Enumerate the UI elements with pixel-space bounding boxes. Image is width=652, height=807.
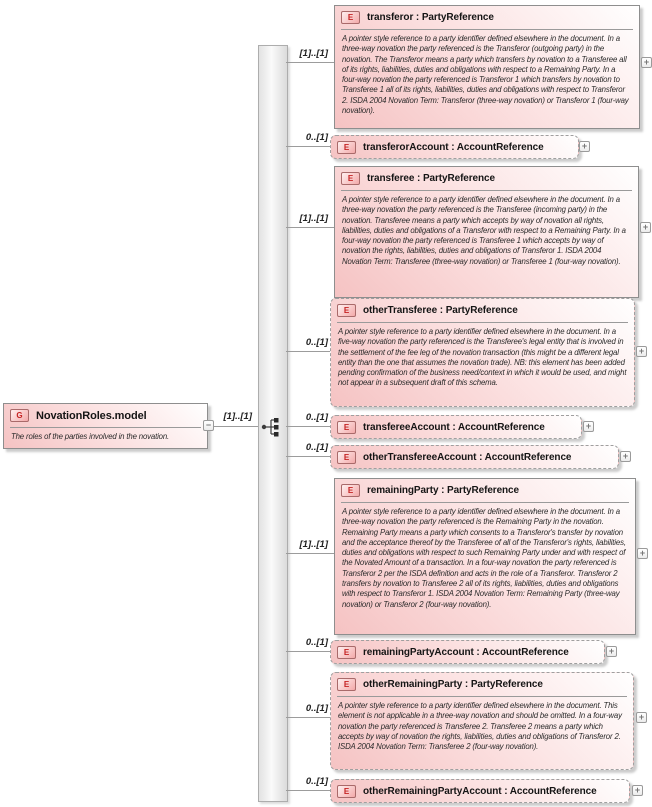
occurrence-label: 0..[1]: [305, 776, 328, 787]
expand-button[interactable]: +: [640, 222, 651, 233]
element-node-transferee[interactable]: [334, 166, 639, 298]
expand-button[interactable]: +: [632, 785, 643, 796]
occurrence-label: 0..[1]: [305, 637, 328, 648]
divider: [341, 190, 632, 191]
expand-button[interactable]: +: [579, 141, 590, 152]
element-node-transferor[interactable]: [334, 5, 640, 129]
element-icon: E: [341, 484, 360, 497]
element-header: [335, 167, 638, 188]
divider: [341, 502, 629, 503]
divider: [10, 427, 201, 428]
element-title: transferor : PartyReference: [367, 12, 494, 23]
element-title: remainingPartyAccount : AccountReference: [363, 647, 569, 658]
occurrence-label: [1]..[1]: [299, 539, 328, 550]
expand-button[interactable]: +: [636, 712, 647, 723]
expand-button[interactable]: +: [637, 548, 648, 559]
element-header: [331, 136, 578, 157]
element-node-transferoraccount[interactable]: [330, 135, 579, 159]
element-node-othertransfereeaccount[interactable]: [330, 445, 619, 469]
connector-line: [286, 227, 334, 228]
element-node-otherremainingparty[interactable]: [330, 672, 634, 770]
element-node-remainingpartyaccount[interactable]: [330, 640, 605, 664]
element-header: [331, 299, 634, 320]
sequence-icon[interactable]: [260, 416, 286, 438]
element-icon: E: [337, 304, 356, 317]
element-title: otherRemainingPartyAccount : AccountReference: [363, 786, 597, 797]
element-title: remainingParty : PartyReference: [367, 485, 519, 496]
connector-line: [286, 651, 330, 652]
group-node-header: [4, 404, 207, 425]
element-icon: E: [337, 421, 356, 434]
element-title: transferorAccount : AccountReference: [363, 142, 544, 153]
connector-line: [286, 62, 334, 63]
group-title: NovationRoles.model: [36, 409, 147, 422]
expand-button[interactable]: +: [606, 646, 617, 657]
element-icon: E: [337, 646, 356, 659]
group-node-novationroles-model[interactable]: [3, 403, 208, 449]
connector-line: [286, 717, 330, 718]
element-header: [331, 446, 618, 467]
element-node-othertransferee[interactable]: [330, 298, 635, 407]
element-node-remainingparty[interactable]: [334, 478, 636, 635]
expand-button[interactable]: +: [636, 346, 647, 357]
element-header: [331, 673, 633, 694]
connector-line: [286, 790, 330, 791]
element-icon: E: [341, 172, 360, 185]
element-node-otherremainingpartyaccount[interactable]: [330, 779, 630, 803]
occurrence-label: 0..[1]: [305, 703, 328, 714]
element-icon: E: [337, 785, 356, 798]
element-title: otherRemainingParty : PartyReference: [363, 679, 543, 690]
element-header: [335, 479, 635, 500]
connector-line: [286, 351, 330, 352]
expand-button[interactable]: +: [620, 451, 631, 462]
divider: [337, 322, 628, 323]
expand-button[interactable]: +: [641, 57, 652, 68]
connector-line: [286, 426, 330, 427]
occurrence-label: [1]..[1]: [299, 213, 328, 224]
element-icon: E: [341, 11, 360, 24]
element-annotation: A pointer style reference to a party identifier defined elsewhere in the document. In a three-way novation the party referenced is the Remaining Party in the novation. Remaining Party means a party which consents to a Transferor's transfer by novation and the acceptance thereof by the Transferee of all of the Transferor's rights, liabilities, duties and obligations with respect to such Remaining Party under and with respect of the Novated Amount of a transaction. In a four-way novation the party referenced is Transferor 2 per the ISDA definition and acts in the role of a Transferor. Transferor 2 transfers by novation to Transferee 2 all of its rights, liabilities, duties and obligations with respect to Transferor 1. ISDA 2004 Novation Term: Remaining Party (three-way novation) or Transferor 2 (four-way novation).: [342, 507, 626, 609]
element-annotation: A pointer style reference to a party identifier defined elsewhere in the document. In a three-way novation the party referenced is the Transferor (outgoing party) in the novation. The Transferor means a party which transfers by novation to a Transferee all of its rights, liabilities, duties and obligations with respect to a Remaining Party. In a four-way novation the party referenced is Transferor 1 which transfers by novation to Transferee 1 all of its rights, liabilities, duties and obligations with respect to Transferor 2. ISDA 2004 Novation Term: Transferor (three-way novation) or Transferor 1 (four-way novation).: [342, 34, 629, 116]
element-icon: E: [337, 678, 356, 691]
occurrence-label: [1]..[1]: [299, 48, 328, 59]
divider: [341, 29, 633, 30]
element-icon: E: [337, 451, 356, 464]
occurrence-label-group: [1]..[1]: [223, 411, 252, 422]
element-header: [331, 416, 581, 437]
group-annotation: The roles of the parties involved in the novation.: [11, 432, 170, 441]
element-title: transfereeAccount : AccountReference: [363, 422, 545, 433]
element-annotation: A pointer style reference to a party identifier defined elsewhere in the document. This element is not applicable in a three-way novation and should be omitted. In a four-way novation the party referenced is Transferee 2. Transferee 2 means a party which accepts by way of novation the rights, liabilities, duties and obligations of Transferor 2. ISDA 2004 Novation Term: Transferee 2 (four-way novation).: [338, 701, 622, 752]
connector-line: [286, 553, 334, 554]
expand-button[interactable]: +: [583, 421, 594, 432]
occurrence-label: 0..[1]: [305, 442, 328, 453]
element-title: otherTransferee : PartyReference: [363, 305, 518, 316]
group-icon: G: [10, 409, 29, 422]
collapse-button[interactable]: −: [203, 420, 214, 431]
element-annotation: A pointer style reference to a party identifier defined elsewhere in the document. In a three-way novation the party referenced is the Transferee (incoming party) in the novation. Transferee means a party which accepts by way of novation all rights, liabilities, duties and obligations of a Transferor with respect to a Remaining Party. In a four-way novation the party referenced is Transferee 1 which accepts by way of novation the rights, liabilities, duties and obligations of Transferor 1. ISDA 2004 Novation Term: Transferee (three-way novation) or Transferee 1 (four-way novation).: [342, 195, 626, 266]
element-icon: E: [337, 141, 356, 154]
element-header: [335, 6, 639, 27]
element-header: [331, 780, 629, 801]
element-title: otherTransfereeAccount : AccountReference: [363, 452, 572, 463]
connector-line: [286, 456, 330, 457]
element-header: [331, 641, 604, 662]
occurrence-label: 0..[1]: [305, 412, 328, 423]
connector-line: [286, 146, 330, 147]
occurrence-label: 0..[1]: [305, 337, 328, 348]
element-title: transferee : PartyReference: [367, 173, 495, 184]
connector-line: [214, 426, 258, 427]
element-annotation: A pointer style reference to a party identifier defined elsewhere in the document. In a five-way novation the party referenced is the Transferee's legal entity that is involved in the settlement of the fee leg of the novation transaction (this might be a different legal entity than the one that assumes the novation trade). NB: this element has been added pending confirmation of the business need/context in which it would be used, and might not appear in a subsequent draft of this schema.: [338, 327, 627, 388]
divider: [337, 696, 627, 697]
element-node-transfereeaccount[interactable]: [330, 415, 582, 439]
occurrence-label: 0..[1]: [305, 132, 328, 143]
